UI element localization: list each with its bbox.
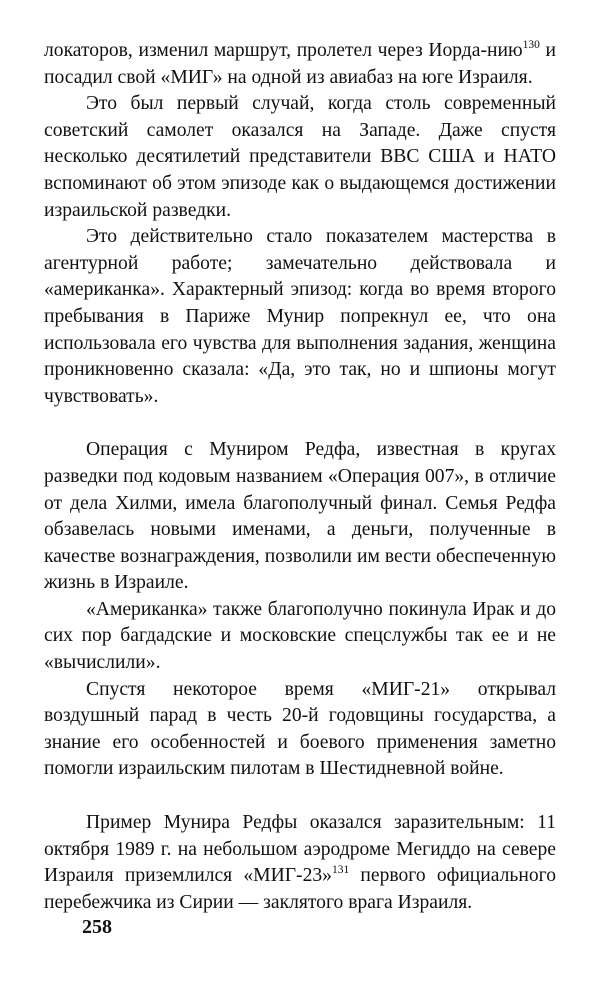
paragraph-text: и посадил свой «МИГ» на одной из авиабаз на юге Израиля.: [44, 40, 556, 88]
page-number: 258: [82, 916, 112, 938]
paragraph: [44, 597, 556, 677]
section-gap: [44, 410, 556, 437]
paragraph: [44, 437, 556, 597]
paragraph-text: Это действительно стало показателем мастерства в агентурной работе; замечательно действовала и «американка». Характерный эпизод: когда во время второго пребывания в Париже Мунир попрекнул ее, что она использовала его чувства для выполнения задания, женщина проникновенно сказала: «Да, это так, но и шпионы могут чувствовать».: [44, 226, 556, 407]
section-gap: [44, 783, 556, 810]
paragraph-text: Это был первый случай, когда столь современный советский самолет оказался на Западе. Даже спустя несколько десятилетий представители ВВС США и НАТО вспоминают об этом эпизоде как о выдающемся достижении израильской разведки.: [44, 93, 556, 221]
paragraph: [44, 810, 556, 916]
paragraph-text: первого официального перебежчика из Сирии — заклятого врага Израиля.: [44, 865, 556, 913]
page-body: [44, 38, 556, 916]
paragraph: [44, 224, 556, 410]
footnote-marker: 130: [522, 39, 540, 51]
footnote-marker: 131: [331, 864, 350, 877]
paragraph-text: «Американка» также благополучно покинула Ирак и до сих пор багдадские и московские спецслужбы так ее и не «вычислили».: [44, 598, 556, 674]
paragraph: [44, 38, 556, 91]
paragraph-text: локаторов, изменил маршрут, пролетел через Иорда-нию: [44, 40, 523, 61]
paragraph: [44, 677, 556, 783]
paragraph: [44, 91, 556, 224]
paragraph-text: Операция с Муниром Редфа, известная в кругах разведки под кодовым названием «Операция 007», в отличие от дела Хилми, имела благополучный финал. Семья Редфа обзавелась новыми именами, а деньги, полученные в качестве вознаграждения, позволили им вести обеспеченную жизнь в Израиле.: [44, 439, 556, 594]
paragraph-text: Пример Мунира Редфы оказался заразительным: 11 октября 1989 г. на небольшом аэродроме Мегиддо на севере Израиля приземлился «МИГ-23»: [44, 812, 556, 887]
paragraph-text: Спустя некоторое время «МИГ-21» открывал воздушный парад в честь 20-й годовщины государства, а знание его особенностей и боевого применения заметно помогли израильским пилотам в Шестидневной войне.: [44, 678, 556, 780]
